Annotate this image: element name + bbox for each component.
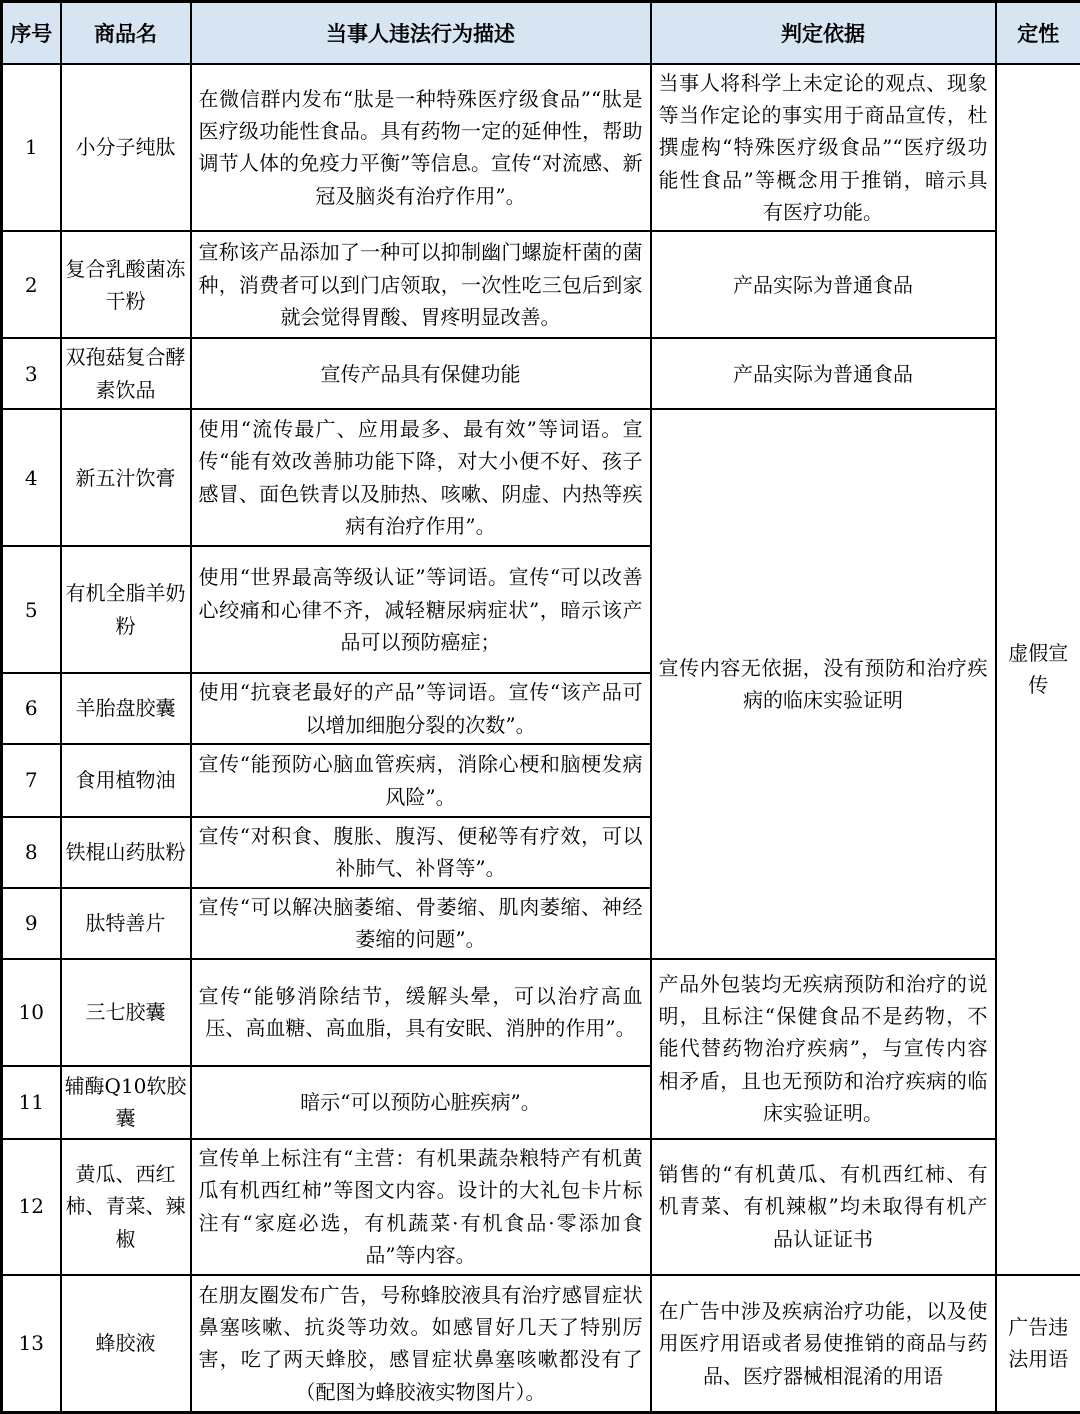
cell-serial-number: 5 [2, 546, 61, 673]
cell-behavior: 使用“世界最高等级认证”等词语。宣传“可以改善心绞痛和心律不齐，减轻糖尿病症状”，暗示该产品可以预防癌症； [191, 546, 651, 673]
cell-behavior: 暗示“可以预防心脏疾病”。 [191, 1066, 651, 1139]
cell-behavior: 宣传“对积食、腹胀、腹泻、便秘等有疗效，可以补肺气、补肾等”。 [191, 817, 651, 888]
cell-product-name: 蜂胶液 [61, 1275, 191, 1413]
cell-serial-number: 13 [2, 1275, 61, 1413]
cell-product-name: 复合乳酸菌冻干粉 [61, 231, 191, 338]
cell-serial-number: 9 [2, 888, 61, 959]
table-row [2, 1139, 1080, 1275]
cell-behavior: 宣传“可以解决脑萎缩、骨萎缩、肌肉萎缩、神经萎缩的问题”。 [191, 888, 651, 959]
cell-product-name: 小分子纯肽 [61, 64, 191, 232]
cell-product-name: 羊胎盘胶囊 [61, 673, 191, 744]
cell-product-name: 辅酶Q10软胶囊 [61, 1066, 191, 1139]
cell-serial-number: 4 [2, 409, 61, 546]
cell-basis-merged-rows-4-9: 宣传内容无依据，没有预防和治疗疾病的临床实验证明 [651, 409, 996, 958]
cell-serial-number: 10 [2, 959, 61, 1066]
cell-product-name: 新五汁饮膏 [61, 409, 191, 546]
cell-basis: 在广告中涉及疾病治疗功能，以及使用医疗用语或者易使推销的商品与药品、医疗器械相混淆的用语 [651, 1275, 996, 1413]
cell-behavior: 使用“流传最广、应用最多、最有效”等词语。宣传“能有效改善肺功能下降，对大小便不好、孩子感冒、面色铁青以及肺热、咳嗽、阴虚、内热等疾病有治疗作用”。 [191, 409, 651, 546]
cell-basis: 当事人将科学上未定论的观点、现象等当作定论的事实用于商品宣传，杜撰虚构“特殊医疗级食品”“医疗级功能性食品”等概念用于推销，暗示具有医疗功能。 [651, 64, 996, 232]
header-nature: 定性 [996, 2, 1080, 64]
cell-behavior: 宣传单上标注有“主营：有机果蔬杂粮特产有机黄瓜有机西红柿”等图文内容。设计的大礼包卡片标注有“家庭必选，有机蔬菜·有机食品·零添加食品”等内容。 [191, 1139, 651, 1275]
cell-product-name: 黄瓜、西红柿、青菜、辣椒 [61, 1139, 191, 1275]
cell-behavior: 宣传“能预防心脑血管疾病，消除心梗和脑梗发病风险”。 [191, 744, 651, 817]
cell-basis: 产品实际为普通食品 [651, 338, 996, 409]
cell-serial-number: 3 [2, 338, 61, 409]
cell-behavior: 在微信群内发布“肽是一种特殊医疗级食品”“肽是医疗级功能性食品。具有药物一定的延伸性，帮助调节人体的免疫力平衡”等信息。宣传“对流感、新冠及脑炎有治疗作用”。 [191, 64, 651, 232]
cell-serial-number: 7 [2, 744, 61, 817]
cell-nature: 广告违法用语 [996, 1275, 1080, 1413]
cell-serial-number: 11 [2, 1066, 61, 1139]
table-row [2, 409, 1080, 546]
cell-nature-merged-rows-1-12: 虚假宣传 [996, 64, 1080, 1275]
cell-product-name: 有机全脂羊奶粉 [61, 546, 191, 673]
cell-serial-number: 8 [2, 817, 61, 888]
cell-serial-number: 6 [2, 673, 61, 744]
cell-behavior: 在朋友圈发布广告，号称蜂胶液具有治疗感冒症状鼻塞咳嗽、抗炎等功效。如感冒好几天了特别厉害，吃了两天蜂胶，感冒症状鼻塞咳嗽都没有了（配图为蜂胶液实物图片）。 [191, 1275, 651, 1413]
cell-behavior: 宣传产品具有保健功能 [191, 338, 651, 409]
header-product-name: 商品名 [61, 2, 191, 64]
cell-behavior: 宣称该产品添加了一种可以抑制幽门螺旋杆菌的菌种，消费者可以到门店领取，一次性吃三包后到家就会觉得胃酸、胃疼明显改善。 [191, 231, 651, 338]
header-judgment-basis: 判定依据 [651, 2, 996, 64]
header-serial-number: 序号 [2, 2, 61, 64]
cell-product-name: 双孢菇复合酵素饮品 [61, 338, 191, 409]
cell-product-name: 铁棍山药肽粉 [61, 817, 191, 888]
table-row [2, 64, 1080, 232]
table-row [2, 959, 1080, 1066]
table-row [2, 231, 1080, 338]
cell-product-name: 食用植物油 [61, 744, 191, 817]
cell-behavior: 宣传“能够消除结节，缓解头晕，可以治疗高血压、高血糖、高血脂，具有安眠、消肿的作用”。 [191, 959, 651, 1066]
cell-product-name: 肽特善片 [61, 888, 191, 959]
cell-serial-number: 2 [2, 231, 61, 338]
cell-basis: 销售的“有机黄瓜、有机西红柿、有机青菜、有机辣椒”均未取得有机产品认证证书 [651, 1139, 996, 1275]
cell-serial-number: 1 [2, 64, 61, 232]
cell-behavior: 使用“抗衰老最好的产品”等词语。宣传“该产品可以增加细胞分裂的次数”。 [191, 673, 651, 744]
cell-basis-merged-rows-10-11: 产品外包装均无疾病预防和治疗的说明，且标注“保健食品不是药物，不能代替药物治疗疾病”，与宣传内容相矛盾，且也无预防和治疗疾病的临床实验证明。 [651, 959, 996, 1139]
cell-basis: 产品实际为普通食品 [651, 231, 996, 338]
header-behavior-description: 当事人违法行为描述 [191, 2, 651, 64]
table-row [2, 1275, 1080, 1413]
cell-product-name: 三七胶囊 [61, 959, 191, 1066]
table-row [2, 338, 1080, 409]
cell-serial-number: 12 [2, 1139, 61, 1275]
header-row [2, 2, 1080, 64]
